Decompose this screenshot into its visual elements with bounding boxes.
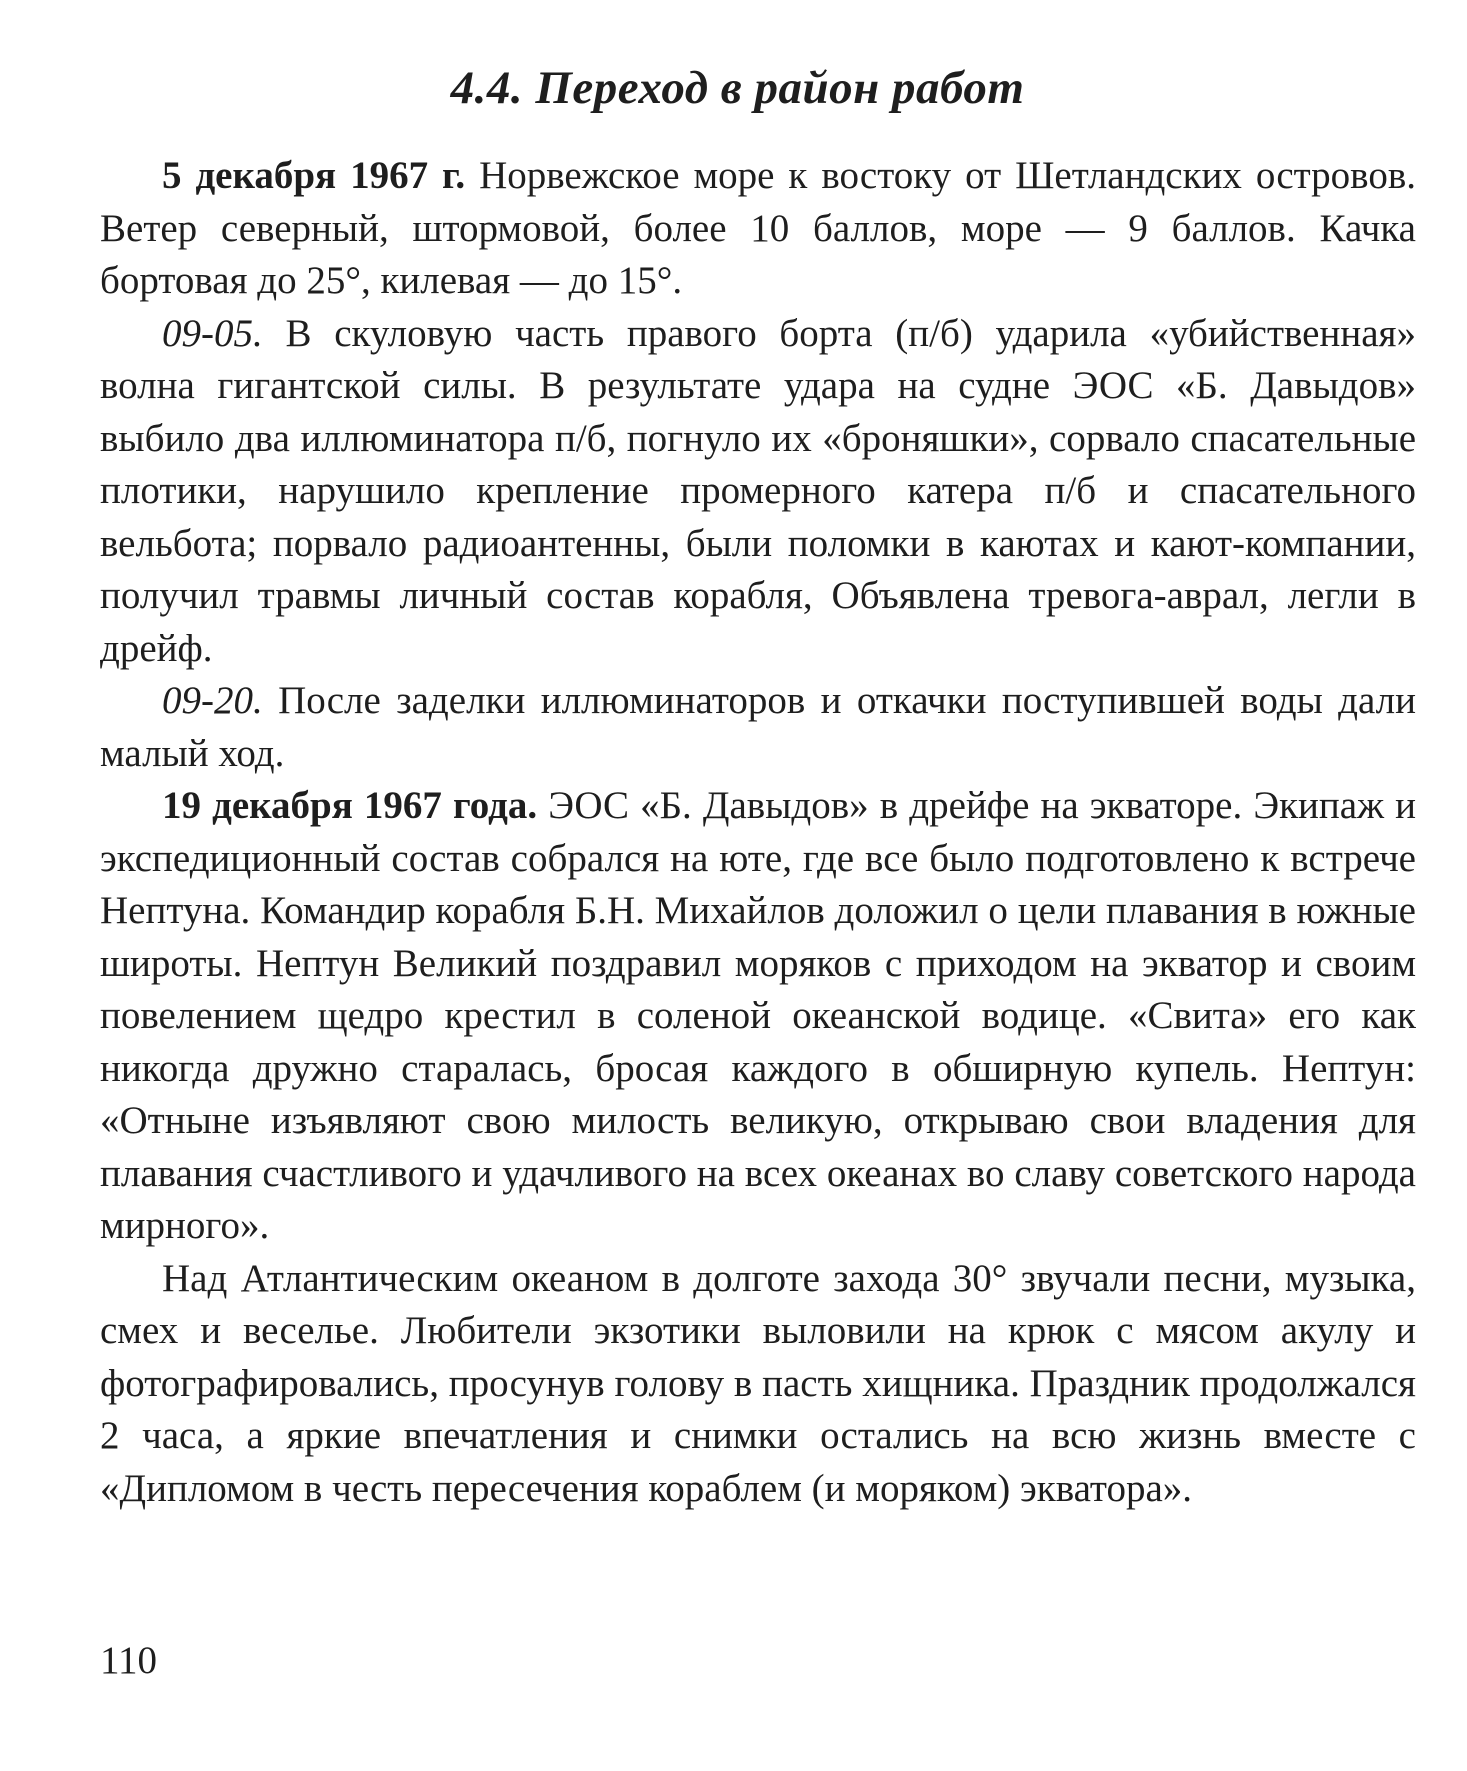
paragraph-time-0905 (100, 308, 1416, 676)
paragraph-dec-5 (100, 150, 1416, 308)
paragraph-time-0920 (100, 675, 1416, 780)
paragraph-text: Норвежское море к востоку от Шетландских островов. Ветер северный, штормовой, более 10 баллов, море — 9 баллов. Качка бортовая до 25°, килевая — до 15°. (100, 154, 1416, 302)
date-lead: 19 декабря 1967 года. (162, 784, 538, 827)
date-lead: 5 декабря 1967 г. (162, 154, 466, 197)
paragraph-text: Над Атлантическим океаном в долготе захода 30° звучали песни, музыка, смех и веселье. Любители экзотики выловили на крюк с мясом акулу и фотографировались, просунув голову в пасть хищника. Праздник продолжался 2 часа, а яркие впечатления и снимки остались на всю жизнь вместе с «Дипломом в честь пересечения кораблем (и моряком) экватора». (100, 1256, 1416, 1510)
section-heading: 4.4. Переход в район работ (450, 62, 1025, 114)
paragraph-text: В скуловую часть правого борта (п/б) ударила «убийственная» волна гигантской силы. В результате удара на судне ЭОС «Б. Давыдов» выбило два иллюминатора п/б, погнуло их «броняшки», сорвало спасательные плотики, нарушило крепление промерного катера п/б и спасательного вельбота; порвало радиоантенны, были поломки в каютах и кают-компании, получил травмы личный состав корабля, Объявлена тревога-аврал, легли в дрейф. (100, 311, 1416, 670)
page-number: 110 (100, 1639, 158, 1682)
paragraph-atlantic (100, 1253, 1416, 1516)
body-text (100, 150, 1416, 1515)
paragraph-dec-19 (100, 780, 1416, 1253)
paragraph-text: ЭОС «Б. Давыдов» в дрейфе на экваторе. Экипаж и экспедиционный состав собрался на юте, где все было подготовлено к встрече Нептуна. Командир корабля Б.Н. Михайлов доложил о цели плавания в южные широты. Нептун Великий поздравил моряков с приходом на экватор и своим повелением щедро крестил в соленой океанской водице. «Свита» его как никогда дружно старалась, бросая каждого в обширную купель. Нептун: «Отныне изъявляют свою милость великую, открываю свои владения для плавания счастливого и удачливого на всех океанах во славу советского народа мирного». (100, 784, 1416, 1247)
paragraph-text: После заделки иллюминаторов и откачки поступившей воды дали малый ход. (100, 679, 1416, 775)
time-lead: 09-05. (162, 311, 263, 355)
time-lead: 09-20. (162, 679, 263, 722)
